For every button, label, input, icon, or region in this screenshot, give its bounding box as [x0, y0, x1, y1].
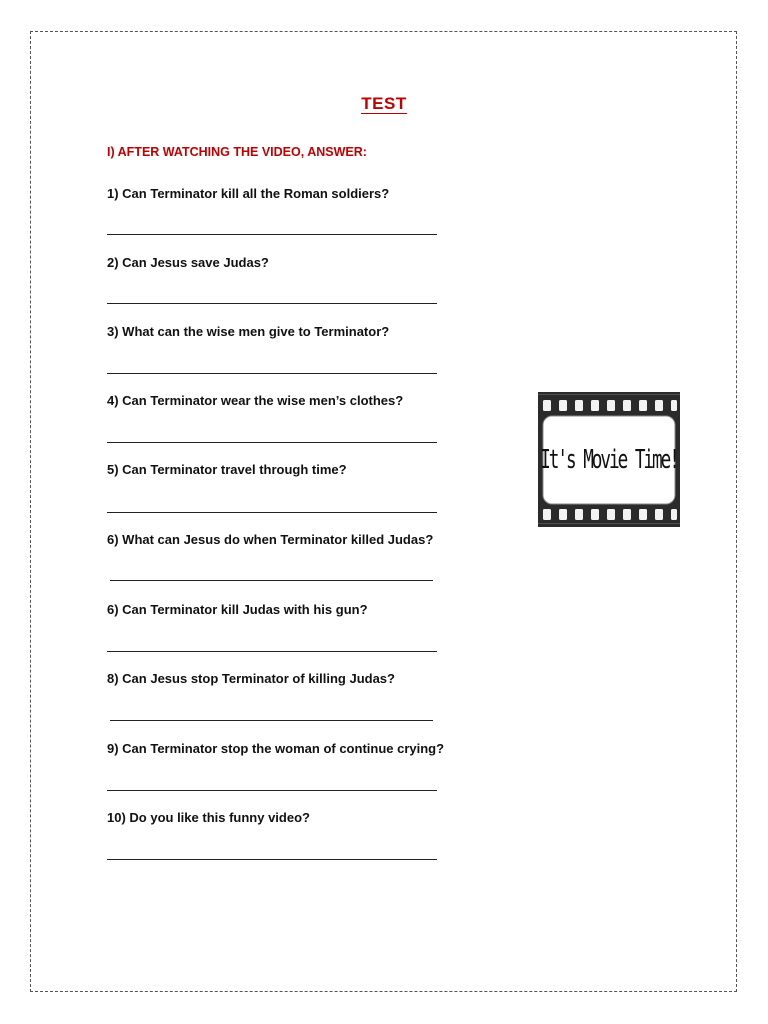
question-5: 5) Can Terminator travel through time? [107, 462, 347, 477]
answer-line-3[interactable] [107, 373, 437, 374]
answer-line-1[interactable] [107, 234, 437, 235]
question-1: 1) Can Terminator kill all the Roman soldiers? [107, 186, 390, 201]
question-7: 6) Can Terminator kill Judas with his gun? [107, 602, 368, 617]
question-9: 9) Can Terminator stop the woman of continue crying? [107, 741, 445, 756]
question-6: 6) What can Jesus do when Terminator killed Judas? [107, 532, 434, 547]
movie-time-text: It's Movie Time! [540, 445, 678, 475]
title-text: TEST [361, 94, 407, 113]
answer-line-8[interactable] [110, 720, 433, 721]
movie-time-badge [538, 392, 680, 527]
page-title [0, 94, 768, 114]
answer-line-6[interactable] [110, 580, 433, 581]
answer-line-5[interactable] [107, 512, 437, 513]
question-8: 8) Can Jesus stop Terminator of killing Judas? [107, 671, 395, 686]
answer-line-9[interactable] [107, 790, 437, 791]
answer-line-7[interactable] [107, 651, 437, 652]
question-4: 4) Can Terminator wear the wise men’s clothes? [107, 393, 404, 408]
answer-line-2[interactable] [107, 303, 437, 304]
section-heading: I) AFTER WATCHING THE VIDEO, ANSWER: [107, 145, 367, 159]
answer-line-4[interactable] [107, 442, 437, 443]
question-10: 10) Do you like this funny video? [107, 810, 310, 825]
answer-line-10[interactable] [107, 859, 437, 860]
question-3: 3) What can the wise men give to Terminator? [107, 324, 390, 339]
question-2: 2) Can Jesus save Judas? [107, 255, 269, 270]
